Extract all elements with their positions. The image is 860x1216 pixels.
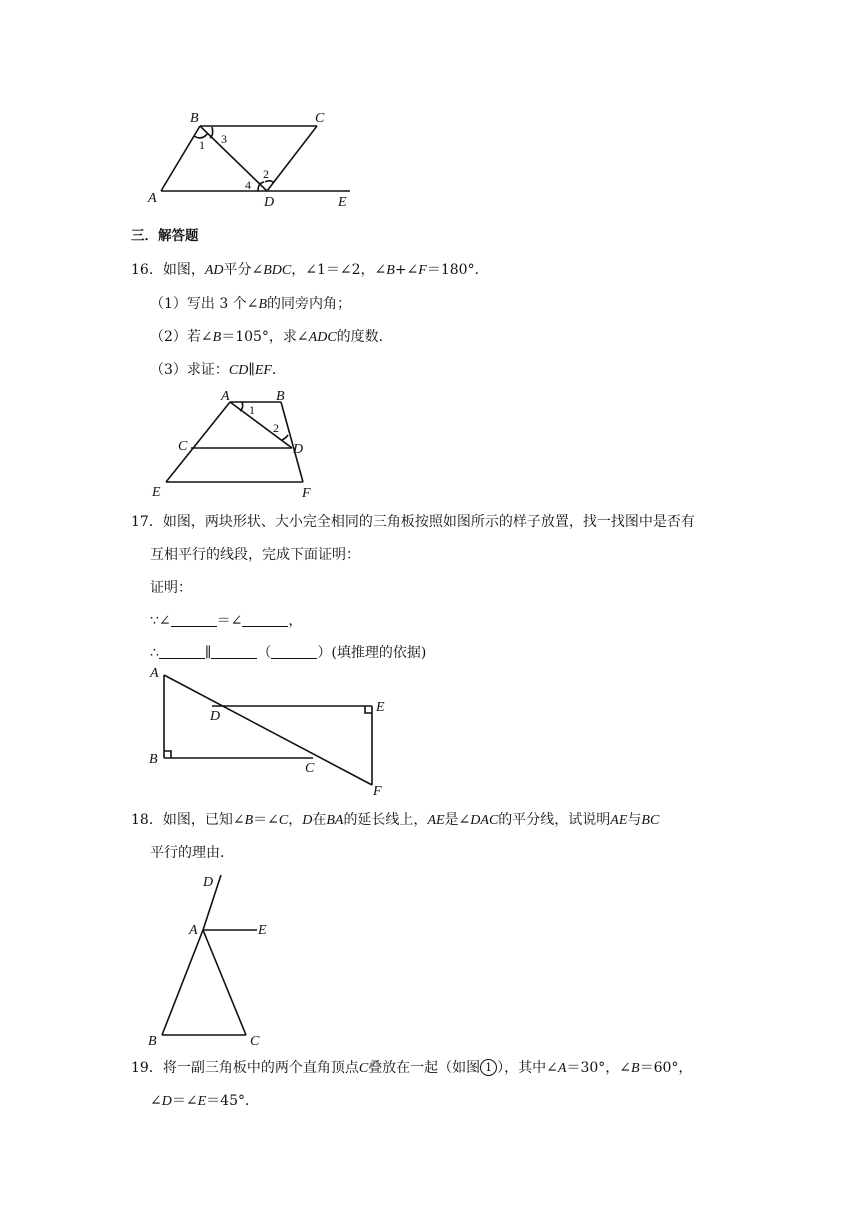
q19-line1: 19．将一副三角板中的两个直角顶点C叠放在一起（如图 1 ），其中∠A＝30°，∠B＝60°， — [131, 1060, 693, 1076]
q17-therefore: ∴ ∥ （ ）(填推理的依据) — [150, 645, 427, 661]
label-D: D — [210, 709, 221, 724]
blank-angle-2[interactable] — [242, 612, 288, 627]
q16-part3: （3）求证：CD∥EF． — [150, 362, 286, 378]
angle-2: 2 — [273, 421, 279, 435]
label-A: A — [150, 666, 159, 681]
label-C: C — [178, 439, 188, 454]
label-D: D — [264, 195, 275, 210]
label-E: E — [152, 485, 161, 500]
section-title: 三．解答题 — [131, 228, 199, 244]
label-B: B — [148, 1034, 157, 1049]
figure-q17 — [140, 665, 400, 800]
label-E: E — [258, 923, 267, 938]
blank-segment-2[interactable] — [211, 644, 257, 659]
blank-reason[interactable] — [271, 644, 317, 659]
q19-line2: ∠D＝∠E＝45°． — [150, 1093, 259, 1109]
figure-q16 — [145, 385, 330, 500]
label-D: D — [203, 875, 214, 890]
angle-1: 1 — [199, 138, 205, 152]
q18-line2: 平行的理由． — [150, 845, 234, 861]
figure-q15 — [140, 105, 370, 215]
angle-2: 2 — [263, 167, 269, 181]
label-D: D — [293, 442, 304, 457]
figure-ref-circled-1: 1 — [480, 1059, 497, 1076]
label-B: B — [276, 389, 285, 404]
q17-stem-line2: 互相平行的线段，完成下面证明： — [150, 547, 360, 563]
q16-stem: 16．如图，AD平分∠BDC，∠1＝∠2，∠B+∠F＝180°． — [131, 262, 489, 278]
angle-3: 3 — [221, 132, 227, 146]
angle-1: 1 — [249, 403, 255, 417]
figure-q18 — [140, 870, 290, 1050]
q18-line1: 18．如图，已知∠B＝∠C，D在BA的延长线上，AE是∠DAC的平分线，试说明AE与BC — [131, 812, 660, 828]
blank-angle-1[interactable] — [171, 612, 217, 627]
blank-segment-1[interactable] — [159, 644, 205, 659]
q16-part1: （1）写出 3 个∠B的同旁内角； — [150, 296, 352, 312]
label-A: A — [189, 923, 198, 938]
q17-stem-line1: 17．如图，两块形状、大小完全相同的三角板按照如图所示的样子放置，找一找图中是否有 — [131, 514, 695, 530]
label-B: B — [190, 111, 199, 126]
label-E: E — [338, 195, 347, 210]
label-A: A — [148, 191, 157, 206]
label-C: C — [315, 111, 325, 126]
label-E: E — [376, 700, 385, 715]
q17-proof-label: 证明： — [150, 580, 192, 596]
label-F: F — [373, 784, 382, 799]
label-B: B — [149, 752, 158, 767]
label-C: C — [305, 761, 315, 776]
q17-because: ∵∠ ＝∠ ， — [150, 613, 303, 629]
q16-part2: （2）若∠B＝105°，求∠ADC的度数． — [150, 329, 393, 345]
label-A: A — [221, 389, 230, 404]
label-F: F — [302, 486, 311, 501]
angle-4: 4 — [245, 178, 251, 192]
label-C: C — [250, 1034, 260, 1049]
